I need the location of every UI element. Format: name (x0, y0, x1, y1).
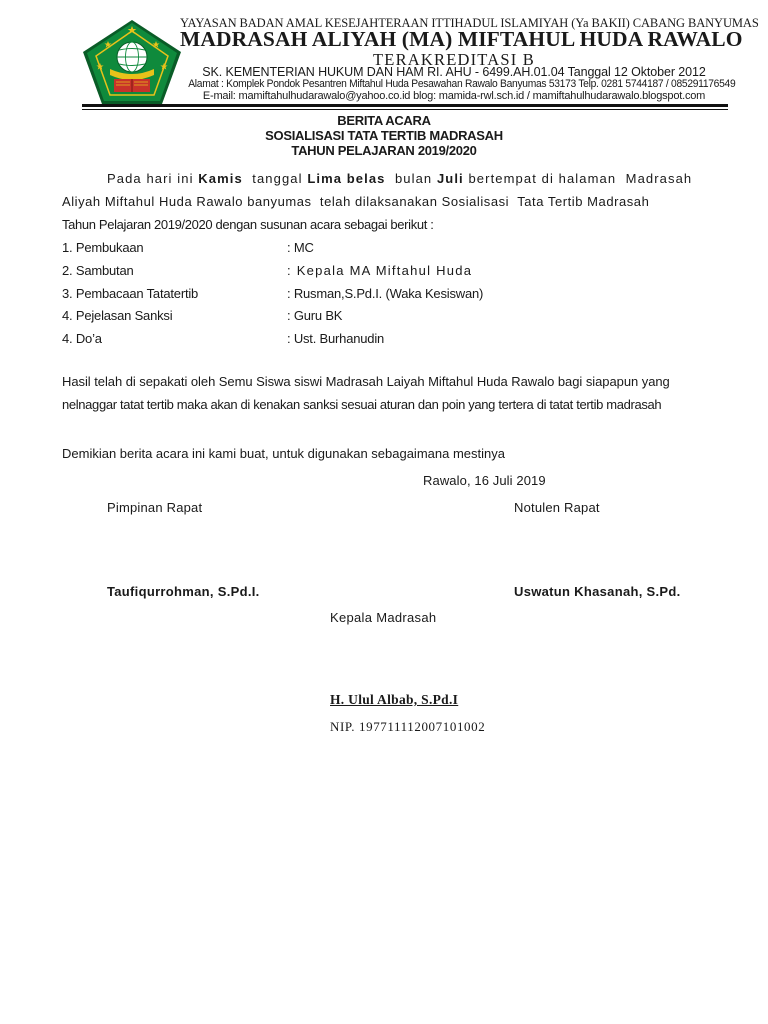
letterhead-foundation: YAYASAN BADAN AMAL KESEJAHTERAAN ITTIHADUL ISLAMIYAH (Ya BAKII) CABANG BANYUMAS (180, 16, 759, 30)
signature-role-note-taker: Notulen Rapat (514, 500, 600, 515)
agenda-value: : MC (287, 240, 314, 255)
agenda-item: 4. Pejelasan Sanksi (62, 308, 173, 323)
agenda-item: 1. Pembukaan (62, 240, 144, 255)
letterhead-contact: E-mail: mamiftahulhudarawalo@yahoo.co.id blog: mamida-rwl.sch.id / mamiftahulhudarawalo.blogspot.com (202, 90, 706, 102)
place-date: Rawalo, 16 Juli 2019 (423, 473, 546, 488)
document-title: BERITA ACARA (337, 113, 431, 128)
letterhead-divider-thin (82, 109, 728, 110)
madrasah-emblem-icon (82, 19, 182, 105)
opening-mid-1: tanggal (242, 171, 308, 186)
agenda-value: : Ust. Burhanudin (287, 331, 385, 346)
opening-mid-2: bulan (385, 171, 437, 186)
agenda-item: 3. Pembacaan Tatatertib (62, 286, 199, 301)
result-line-2: nelnaggar tatat tertib maka akan di kenakan sanksi sesuai aturan dan poin yang tertera di tatat tertib madrasah (62, 397, 662, 412)
opening-month: Juli (436, 171, 464, 186)
opening-line-2: Aliyah Miftahul Huda Rawalo banyumas telah dilaksanakan Sosialisasi Tata Tertib Madrasah (62, 194, 650, 209)
signature-nip-principal: NIP. 197711112007101002 (330, 719, 486, 734)
agenda-value: : Guru BK (287, 308, 343, 323)
letterhead-divider-thick (82, 104, 728, 107)
signature-name-note-taker: Uswatun Khasanah, S.Pd. (514, 584, 681, 599)
opening-lead: Pada hari ini (107, 171, 199, 186)
document-year: TAHUN PELAJARAN 2019/2020 (291, 143, 477, 158)
closing-statement: Demikian berita acara ini kami buat, untuk digunakan sebagaimana mestinya (62, 446, 505, 461)
letterhead-accreditation: TERAKREDITASI B (373, 50, 535, 69)
signature-role-principal: Kepala Madrasah (330, 610, 437, 625)
agenda-value: : Rusman,S.Pd.I. (Waka Kesiswan) (287, 286, 484, 301)
opening-tail: bertempat di halaman Madrasah (463, 171, 693, 186)
agenda-item: 4. Do’a (62, 331, 102, 346)
letterhead-address: Alamat : Komplek Pondok Pesantren Miftahul Huda Pesawahan Rawalo Banyumas 53173 Telp. 0281 5744187 / 085291176549 (188, 78, 736, 90)
agenda-value: : Kepala MA Miftahul Huda (287, 263, 473, 278)
signature-name-principal: H. Ulul Albab, S.Pd.I (330, 692, 459, 707)
opening-day: Kamis (198, 171, 243, 186)
agenda-item: 2. Sambutan (62, 263, 134, 278)
signature-role-meeting-leader: Pimpinan Rapat (107, 500, 203, 515)
opening-line-1 (107, 171, 692, 186)
opening-line-3: Tahun Pelajaran 2019/2020 dengan susunan acara sebagai berikut : (62, 217, 434, 232)
letterhead-school-name: MADRASAH ALIYAH (MA) MIFTAHUL HUDA RAWALO (180, 27, 743, 51)
document-subtitle: SOSIALISASI TATA TERTIB MADRASAH (265, 128, 503, 143)
signature-name-meeting-leader: Taufiqurrohman, S.Pd.I. (107, 584, 260, 599)
result-line-1: Hasil telah di sepakati oleh Semu Siswa siswi Madrasah Laiyah Miftahul Huda Rawalo bagi siapapun yang (62, 374, 670, 389)
letterhead-decree: SK. KEMENTERIAN HUKUM DAN HAM RI. AHU - 6499.AH.01.04 Tanggal 12 Oktober 2012 (202, 65, 706, 79)
opening-date: Lima belas (307, 171, 386, 186)
